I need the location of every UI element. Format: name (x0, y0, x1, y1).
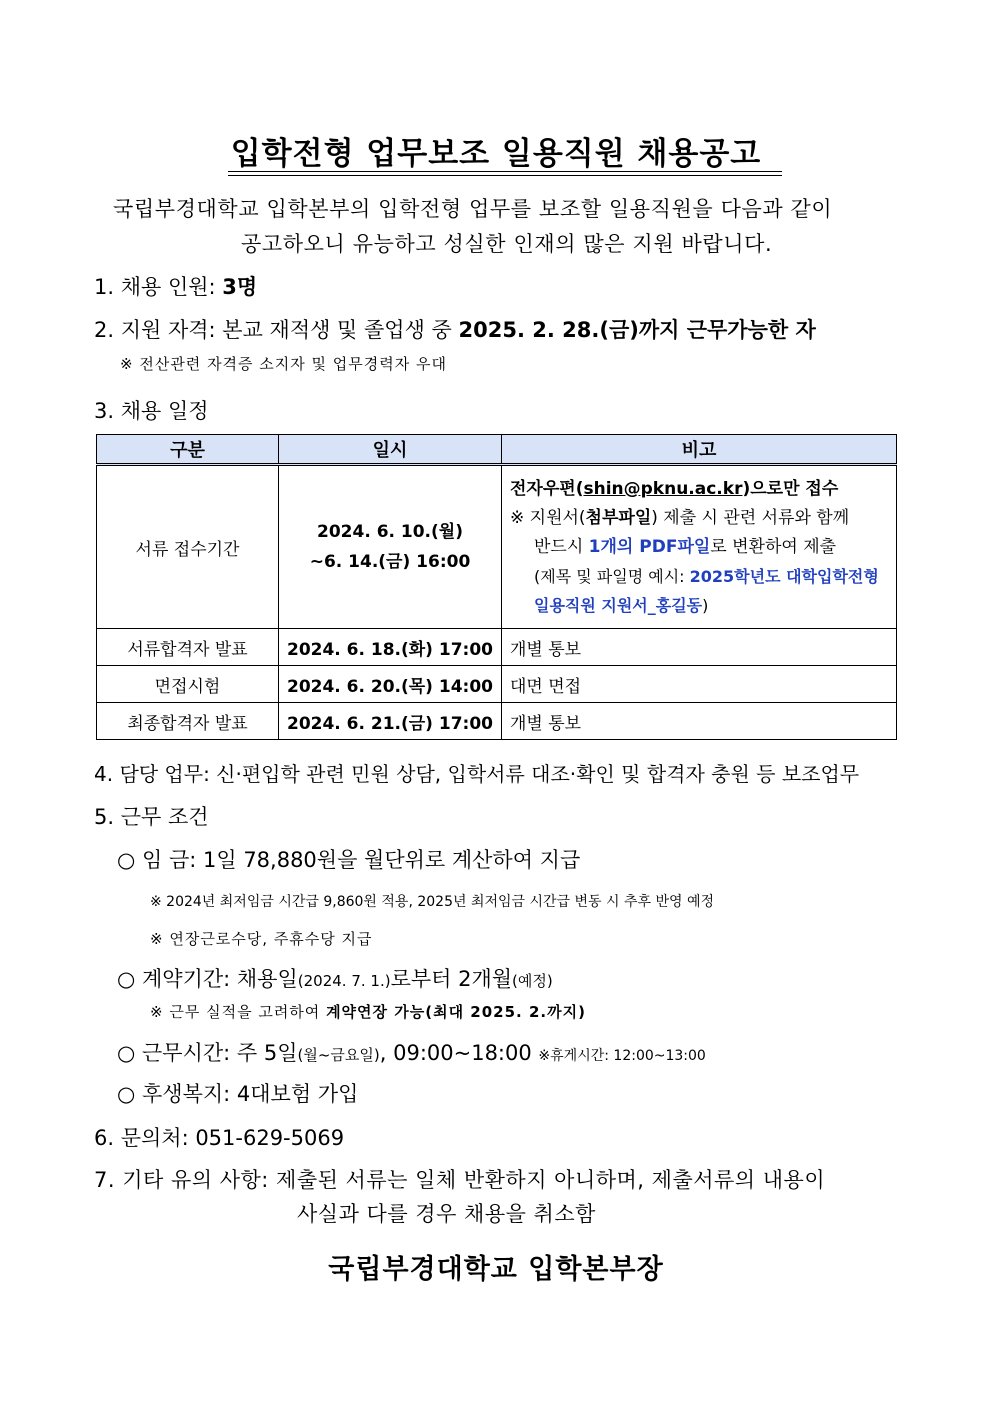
welfare-line: ○ 후생복지: 4대보험 가입 (117, 1082, 359, 1106)
row1-date (279, 465, 502, 629)
email-link[interactable]: shin@pknu.ac.kr (583, 478, 743, 499)
row3-category: 면접시험 (97, 666, 279, 703)
wage-note-2: ※ 연장근로수당, 주휴수당 지급 (150, 930, 373, 948)
row3-date: 2024. 6. 20.(목) 14:00 (279, 666, 502, 703)
remark-line-5: 일용직원 지원서_홍길동) (534, 595, 709, 615)
issuer-signature: 국립부경대학교 입학본부장 (328, 1254, 664, 1285)
item-3-label: 3. 채용 일정 (94, 399, 209, 423)
row1-remark (502, 465, 897, 629)
item-1-label: 1. 채용 인원: (94, 275, 223, 299)
item-7-line-2: 사실과 다를 경우 채용을 취소함 (297, 1202, 596, 1226)
contract-note: ※ 근무 실적을 고려하여 계약연장 가능(최대 2025. 2.까지) (150, 1003, 586, 1021)
contract-line: ○ 계약기간: 채용일(2024. 7. 1.)로부터 2개월(예정) (117, 967, 553, 991)
remark-line-2: ※ 지원서(첨부파일) 제출 시 관련 서류와 함께 (510, 507, 850, 528)
item-2-label: 2. 지원 자격: 본교 재적생 및 졸업생 중 (94, 318, 459, 342)
item-1 (94, 271, 257, 301)
table-row (97, 465, 897, 629)
row1-category: 서류 접수기간 (97, 465, 279, 629)
remark-line-1: 전자우편(shin@pknu.ac.kr)으로만 접수 (510, 478, 839, 499)
header-remark: 비고 (502, 435, 897, 465)
hours-line: ○ 근무시간: 주 5일(월~금요일), 09:00~18:00 ※휴게시간: 12:00~13:00 (117, 1041, 706, 1065)
table-header-row (97, 435, 897, 465)
item-2 (94, 314, 816, 344)
row4-date: 2024. 6. 21.(금) 17:00 (279, 703, 502, 740)
table-row (97, 703, 897, 740)
wage-note-1: ※ 2024년 최저임금 시간급 9,860원 적용, 2025년 최저임금 시간급 변동 시 추후 반영 예정 (150, 894, 715, 910)
item-5-label: 5. 근무 조건 (94, 805, 209, 829)
row2-remark: 개별 통보 (502, 629, 897, 666)
item-1-value: 3명 (222, 275, 258, 299)
wage-line: ○ 임 금: 1일 78,880원을 월단위로 계산하여 지급 (117, 848, 581, 872)
item-4: 4. 담당 업무: 신·편입학 관련 민원 상담, 입학서류 대조·확인 및 합격자 충원 등 보조업무 (94, 762, 860, 786)
intro-line-1: 국립부경대학교 입학본부의 입학전형 업무를 보조할 일용직원을 다음과 같이 (113, 197, 833, 221)
item-2-value: 2025. 2. 28.(금)까지 근무가능한 자 (458, 318, 816, 342)
header-category: 구분 (97, 435, 279, 465)
page-title: 입학전형 업무보조 일용직원 채용공고 (230, 136, 762, 172)
row4-category: 최종합격자 발표 (97, 703, 279, 740)
row4-remark: 개별 통보 (502, 703, 897, 740)
remark-line-3: 반드시 1개의 PDF파일로 변환하여 제출 (534, 536, 837, 557)
header-date: 일시 (279, 435, 502, 465)
item-7-line-1: 7. 기타 유의 사항: 제출된 서류는 일체 반환하지 아니하며, 제출서류의 내용이 (94, 1168, 826, 1192)
item-6: 6. 문의처: 051-629-5069 (94, 1126, 345, 1150)
row2-date: 2024. 6. 18.(화) 17:00 (279, 629, 502, 666)
row1-date-line-1: 2024. 6. 10.(월) (317, 522, 463, 542)
title-underline-second (228, 175, 782, 176)
intro-line-2: 공고하오니 유능하고 성실한 인재의 많은 지원 바랍니다. (241, 232, 773, 256)
table-row (97, 666, 897, 703)
table-row (97, 629, 897, 666)
title-underline (228, 171, 782, 172)
row2-category: 서류합격자 발표 (97, 629, 279, 666)
remark-line-4: (제목 및 파일명 예시: 2025학년도 대학입학전형 (534, 566, 879, 586)
schedule-table (96, 434, 897, 740)
item-2-note: ※ 전산관련 자격증 소지자 및 업무경력자 우대 (120, 355, 447, 373)
row1-date-line-2: ~6. 14.(금) 16:00 (309, 552, 471, 572)
row3-remark: 대면 면접 (502, 666, 897, 703)
